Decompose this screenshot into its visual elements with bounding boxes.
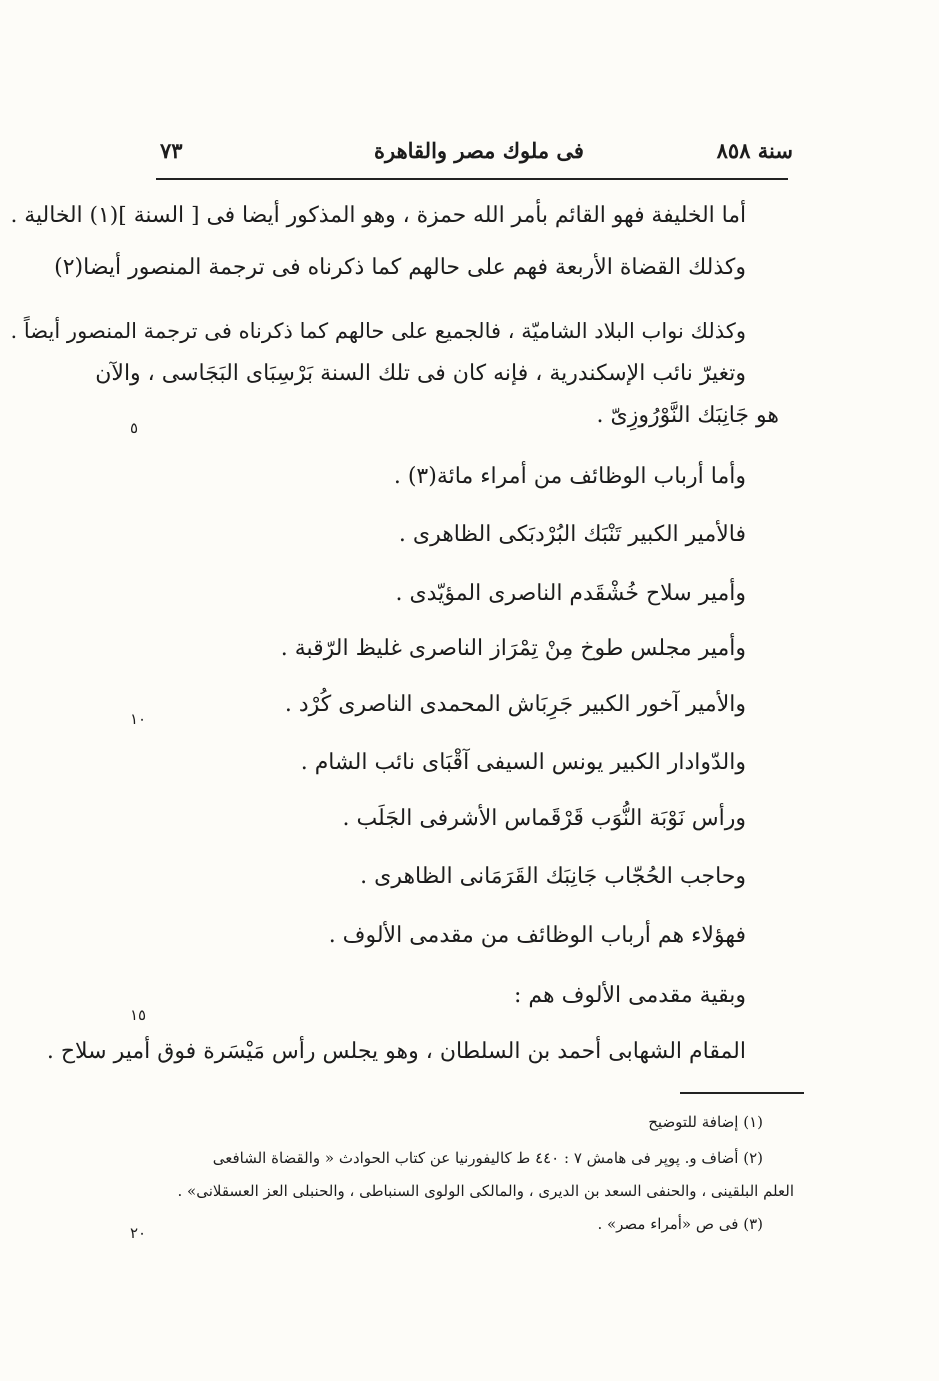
- header-year: سنة ٨٥٨: [716, 138, 793, 163]
- body-line: وبقية مقدمى الألوف هم :: [513, 983, 746, 1008]
- body-line: وأمير مجلس طوخ مِنْ تِمْرَاز الناصرى غليظ الرّقبة .: [280, 636, 746, 661]
- body-line: وكذلك القضاة الأربعة فهم على حالهم كما ذكرناه فى ترجمة المنصور أيضا(٢): [54, 255, 746, 280]
- page-number: ٧٣: [160, 138, 183, 163]
- body-line: والدّوادار الكبير يونس السيفى آقْبَاى نائب الشام .: [300, 750, 746, 775]
- running-title: فى ملوك مصر والقاهرة: [374, 138, 584, 163]
- margin-line-number: ٢٠: [130, 1224, 147, 1242]
- body-line: فهؤلاء هم أرباب الوظائف من مقدمى الألوف .: [328, 923, 746, 948]
- footnote: (٢) أضاف و. پوپر فى هامش ٧ : ٤٤٠ ط كاليفورنيا عن كتاب الحوادث « والقضاة الشافعى: [212, 1149, 763, 1167]
- body-line: وحاجب الحُجّاب جَانِبَك القَرَمَانى الظاهرى .: [360, 864, 746, 889]
- footnote: (٣) فى ص «أمراء مصر» .: [597, 1215, 763, 1233]
- margin-line-number: ١٠: [130, 710, 147, 728]
- body-line: هو جَانِبَك النَّوْرُوزِىّ .: [596, 403, 779, 428]
- header-rule: [156, 178, 788, 180]
- body-line: المقام الشهابى أحمد بن السلطان ، وهو يجلس رأس مَيْسَرة فوق أمير سلاح .: [46, 1039, 746, 1064]
- body-line: وتغيرّ نائب الإسكندرية ، فإنه كان فى تلك السنة بَرْسِبَاى البَجَاسى ، والآن: [95, 361, 746, 386]
- body-line: والأمير آخور الكبير جَرِبَاش المحمدى الناصرى كُرْد .: [284, 692, 746, 717]
- margin-line-number: ٥: [130, 419, 139, 437]
- body-line: وكذلك نواب البلاد الشاميّة ، فالجميع على حالهم كما ذكرناه فى ترجمة المنصور أيضاً .: [10, 318, 746, 343]
- margin-line-number: ١٥: [130, 1006, 147, 1024]
- body-line: أما الخليفة فهو القائم بأمر الله حمزة ، وهو المذكور أيضا فى [ السنة ](١) الخالية .: [10, 203, 746, 228]
- footnote: (١) إضافة للتوضيح: [648, 1113, 763, 1131]
- body-line: وأما أرباب الوظائف من أمراء مائة(٣) .: [393, 464, 746, 489]
- body-line: فالأمير الكبير تَنْبَك البُرْدبَكى الظاهرى .: [398, 522, 746, 547]
- footnote-continuation: العلم البلقينى ، والحنفى السعد بن الديرى ، والمالكى الولوى السنباطى ، والحنبلى العز العسقلانى» .: [177, 1182, 794, 1200]
- body-line: ورأس نَوْبَة النُّوَب قَرْقَماس الأشرفى الجَلَب .: [342, 806, 746, 831]
- body-line: وأمير سلاح خُشْقَدم الناصرى المؤيّدى .: [395, 581, 746, 606]
- footnote-rule: [680, 1092, 804, 1094]
